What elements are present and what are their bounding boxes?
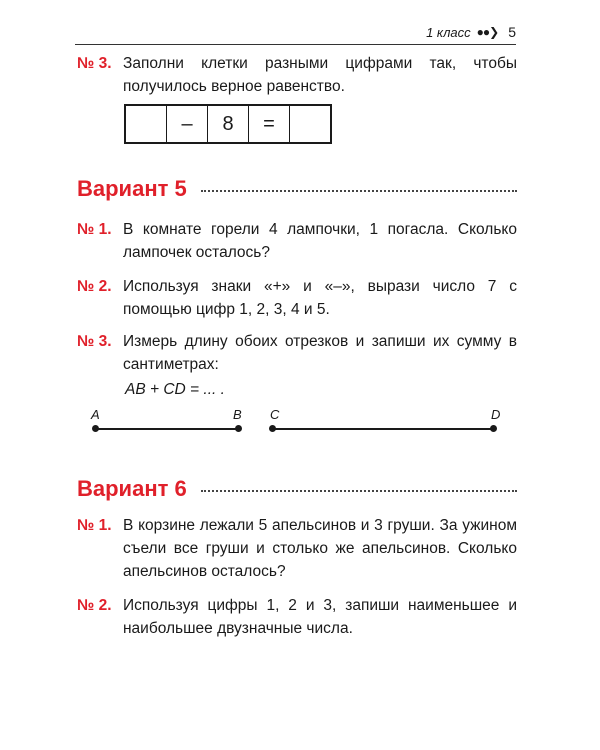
point-d-dot (490, 425, 497, 432)
task-number: № 3. (77, 55, 112, 72)
point-label-a: A (91, 407, 100, 422)
task-number: № 2. (77, 278, 112, 295)
header-rule (75, 44, 516, 45)
dotted-leader (201, 190, 517, 192)
variant-6-task-2 (77, 594, 517, 640)
point-a-dot (92, 425, 99, 432)
segment-ab (96, 428, 239, 430)
task-number: № 1. (77, 517, 112, 534)
segment-cd (273, 428, 494, 430)
task-text: В комнате горели 4 лампочки, 1 погасла. Сколько лампочек осталось? (123, 221, 517, 261)
task-text: В корзине лежали 5 апельсинов и 3 груши. За ужином съели все груши и столько же апельсинов. Сколько апельсинов осталось? (123, 517, 517, 580)
equation-cell: 8 (208, 106, 249, 142)
page-number: 5 (508, 24, 516, 40)
variant-title: Вариант 6 (77, 476, 187, 501)
point-label-c: C (270, 407, 280, 422)
grade-label: 1 класс (426, 24, 471, 40)
equation-cell[interactable] (290, 106, 330, 142)
arrow-dots-icon: ●●❯ (476, 25, 499, 39)
equation-cells (124, 104, 332, 144)
variant-5-heading (77, 176, 517, 202)
dotted-leader (201, 490, 517, 492)
task-text: Используя цифры 1, 2 и 3, запиши наименьшее и наибольшее двузначные числа. (123, 597, 517, 637)
task-text: Используя знаки «+» и «–», вырази число 7 с помощью цифр 1, 2, 3, 4 и 5. (123, 278, 517, 318)
task-prev-3 (77, 52, 517, 98)
task-text: Измерь длину обоих отрезков и запиши их сумму в сантиметрах: (123, 333, 517, 373)
task-number: № 3. (77, 333, 112, 350)
variant-6-heading (77, 476, 517, 502)
variant-5-task-2 (77, 275, 517, 321)
task-text: Заполни клетки разными цифрами так, чтобы получилось верное равенство. (123, 55, 517, 95)
point-label-d: D (491, 407, 501, 422)
variant-6-task-1 (77, 514, 517, 583)
variant-title: Вариант 5 (77, 176, 187, 201)
equation-cell: = (249, 106, 290, 142)
equation-cell[interactable] (126, 106, 167, 142)
task-number: № 2. (77, 597, 112, 614)
formula: AB + CD = ... . (125, 381, 225, 398)
point-label-b: B (233, 407, 242, 422)
task-number: № 1. (77, 221, 112, 238)
variant-5-task-3 (77, 330, 517, 376)
variant-5-task-1 (77, 218, 517, 264)
point-c-dot (269, 425, 276, 432)
equation-cell: – (167, 106, 208, 142)
point-b-dot (235, 425, 242, 432)
page-header (426, 24, 516, 40)
